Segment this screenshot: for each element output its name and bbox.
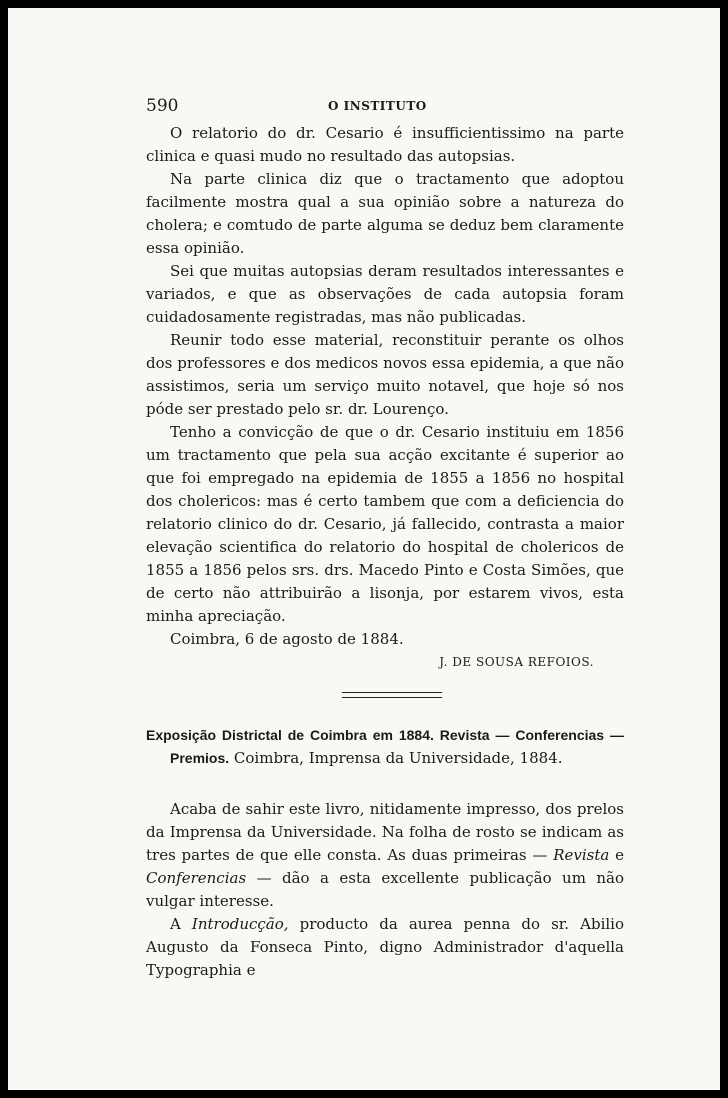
paragraph: Tenho a convicção de que o dr. Cesario instituiu em 1856 um tractamento que pela sua acção excitante é superior ao que foi empregado na epidemia de 1855 a 1856 no hospital dos cholericos: mas é certo tambem que com a deficiencia do relatorio clinico do dr. Cesario, já fallecido, contrasta a maior elevação scientifica do relatorio do hospital de cholericos de 1855 a 1856 pelos srs. drs. Macedo Pinto e Costa Simões, que de certo não attribuirão a lisonja, por estarem vivos, esta minha apreciação. (146, 423, 624, 625)
text-run: A (170, 915, 192, 933)
text-run: Acaba de sahir este livro, nitidamente impresso, dos prelos da Imprensa da Universidade. Na folha de rosto se indicam as tres partes de que elle consta. As duas primeiras — (146, 800, 624, 864)
review-paragraph (146, 798, 624, 913)
review-title (146, 724, 624, 770)
place-date: Coimbra, 6 de agosto de 1884. (170, 630, 404, 648)
italic-run: Introducção, (191, 915, 289, 933)
review-header (146, 724, 624, 770)
review-title-rest: Coimbra, Imprensa da Universidade, 1884. (233, 749, 563, 767)
review-body (146, 798, 624, 982)
text-run: producto da aurea penna do sr. Abilio Augusto da Fonseca Pinto, digno Administrador d'aquella Typographia e (146, 915, 624, 979)
text-run: e (609, 846, 624, 864)
paragraph: O relatorio do dr. Cesario é insufficientissimo na parte clinica e quasi mudo no resultado das autopsias. (146, 124, 624, 165)
running-header (8, 96, 720, 116)
book-page (8, 8, 720, 1090)
paragraph: Sei que muitas autopsias deram resultados interessantes e variados, e que as observações de cada autopsia foram cuidadosamente registradas, mas não publicadas. (146, 262, 624, 326)
page-number: 590 (146, 96, 179, 116)
italic-run: Revista (553, 846, 610, 864)
author-signature: J. DE SOUSA REFOIOS. (439, 655, 594, 669)
running-title: O INSTITUTO (328, 99, 427, 113)
review-title-bold: Exposição Districtal de Coimbra em 1884. Revista — Conferencias — Premios. (146, 727, 624, 766)
section-divider (342, 692, 442, 698)
italic-run: Conferencias (146, 869, 247, 887)
paragraph: Reunir todo esse material, reconstituir perante os olhos dos professores e dos medicos novos essa epidemia, a que não assistimos, seria um serviço muito notavel, que hoje só nos póde ser prestado pelo sr. dr. Lourenço. (146, 331, 624, 418)
review-paragraph (146, 913, 624, 982)
paragraph: Na parte clinica diz que o tractamento que adoptou facilmente mostra qual a sua opinião sobre a natureza do cholera; e comtudo de parte alguma se deduz bem claramente essa opinião. (146, 170, 624, 257)
article-body (146, 122, 624, 674)
text-run: — dão a esta excellente publicação um não vulgar interesse. (146, 869, 624, 910)
